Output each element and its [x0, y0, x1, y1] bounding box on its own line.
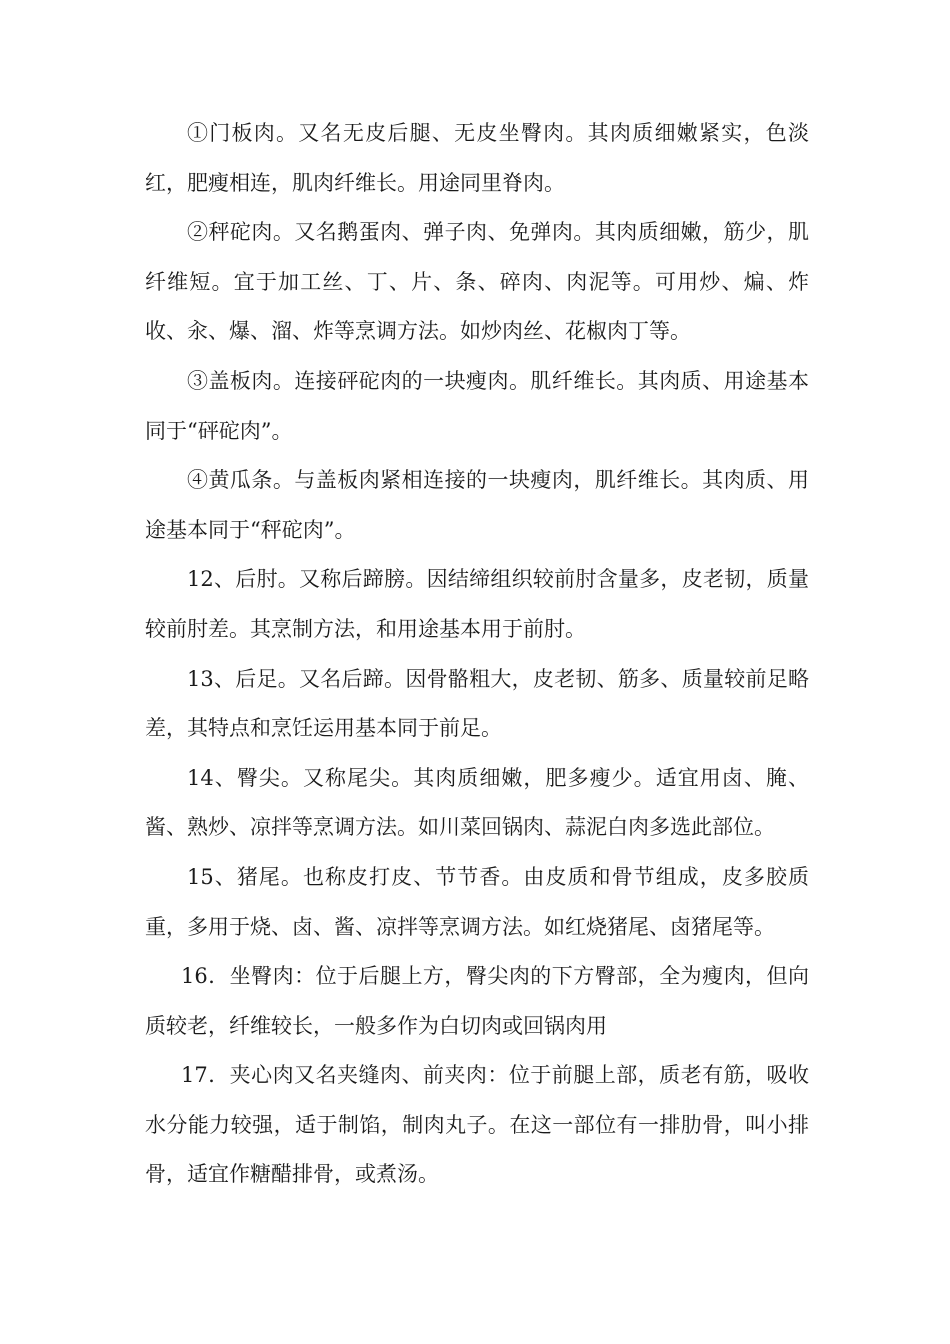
paragraph-chengtuorou: ②秤砣肉。又名鹅蛋肉、弹子肉、免弹肉。其肉质细嫩，筋少，肌纤维短。宜于加工丝、丁、片、条、碎肉、肉泥等。可用炒、煸、炸收、汆、爆、溜、炸等烹调方法。如炒肉丝、花椒肉丁等。	[145, 220, 809, 344]
paragraph-tunjian: 14、臀尖。又称尾尖。其肉质细嫩，肥多瘦少。适宜用卤、腌、酱、熟炒、凉拌等烹调方法。如川菜回锅肉、蒜泥白肉多选此部位。	[145, 765, 809, 840]
paragraph-huanggua-tiao: ④黄瓜条。与盖板肉紧相连接的一块瘦肉，肌纤维长。其肉质、用途基本同于“秤砣肉”。	[145, 468, 809, 542]
paragraph-zuotunrou: 16．坐臀肉：位于后腿上方，臀尖肉的下方臀部，全为瘦肉，但向质较老，纤维较长，一般多作为白切肉或回锅肉用	[145, 964, 809, 1038]
paragraph-houzu: 13、后足。又名后蹄。因骨骼粗大，皮老韧、筋多、质量较前足略差，其特点和烹饪运用基本同于前足。	[145, 666, 809, 741]
paragraph-houzhou: 12、后肘。又称后蹄膀。因结缔组织较前肘含量多，皮老韧，质量较前肘差。其烹制方法，和用途基本用于前肘。	[145, 567, 809, 641]
paragraph-jiaxinrou: 17．夹心肉又名夹缝肉、前夹肉：位于前腿上部，质老有筋，吸收水分能力较强，适于制馅，制肉丸子。在这一部位有一排肋骨，叫小排骨，适宜作糖醋排骨，或煮汤。	[145, 1063, 809, 1187]
paragraph-menbanrou: ①门板肉。又名无皮后腿、无皮坐臀肉。其肉质细嫩紧实，色淡红，肥瘦相连，肌肉纤维长。用途同里脊肉。	[145, 121, 809, 195]
document-body	[145, 109, 809, 1200]
paragraph-gaibanrou: ③盖板肉。连接砰砣肉的一块瘦肉。肌纤维长。其肉质、用途基本同于“砰砣肉”。	[145, 368, 809, 443]
paragraph-zhuwei: 15、猪尾。也称皮打皮、节节香。由皮质和骨节组成，皮多胶质重，多用于烧、卤、酱、凉拌等烹调方法。如红烧猪尾、卤猪尾等。	[145, 864, 809, 939]
